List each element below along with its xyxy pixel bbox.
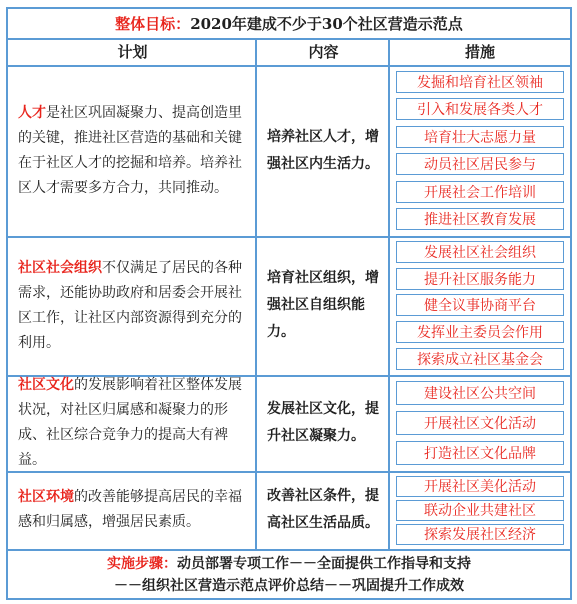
measure-item: 发展社区社会组织 — [396, 241, 564, 263]
plan-cell — [8, 471, 257, 549]
title-label: 整体目标： — [115, 15, 191, 33]
content-text: 改善社区条件，提高社区生活品质。 — [267, 488, 379, 531]
measure-item: 发掘和培育社区领袖 — [396, 71, 564, 93]
measure-item: 推进社区教育发展 — [396, 208, 564, 230]
plan-cell — [8, 236, 257, 375]
plan-cell — [8, 375, 257, 471]
header-plan: 计划 — [117, 43, 148, 61]
measure-item: 开展社区文化活动 — [396, 411, 564, 435]
measure-item: 建设社区公共空间 — [396, 381, 564, 405]
plan-text: 的发展影响着社区整体发展状况，对社区归属感和凝聚力的形成、社区综合竞争力的提高大有裨益。 — [18, 377, 242, 468]
content-text: 发展社区文化，提升社区凝聚力。 — [267, 401, 379, 444]
content-text: 培育社区组织，增强社区自组织能力。 — [267, 270, 379, 340]
plan-text: 不仅满足了居民的各种需求，还能协助政府和居委会开展社区工作，让社区内部资源得到充分的利用。 — [18, 259, 242, 351]
plan-text: 是社区巩固凝聚力、提高创造里的关键，推进社区营造的基础和关键在于社区人才的挖掘和培养。培养社区人才需要多方合力，共同推动。 — [18, 104, 242, 196]
measures-cell — [390, 375, 570, 471]
measure-item: 发挥业主委员会作用 — [396, 321, 564, 343]
measure-item: 开展社区美化活动 — [396, 476, 564, 497]
measure-item: 提升社区服务能力 — [396, 268, 564, 290]
plan-table — [6, 7, 572, 600]
content-cell — [257, 236, 390, 375]
measure-item: 探索发展社区经济 — [396, 524, 564, 545]
content-text: 培养社区人才，增强社区内生活力。 — [267, 128, 379, 172]
measures-cell — [390, 65, 570, 236]
plan-keyword: 社区环境 — [18, 489, 74, 505]
footer-label: 实施步骤： — [107, 555, 177, 572]
title-text: 2020年建成不少于30个社区营造示范点 — [190, 15, 463, 33]
measure-item: 联动企业共建社区 — [396, 500, 564, 521]
section-social-org — [8, 236, 570, 377]
plan-keyword: 社区文化 — [18, 377, 74, 393]
footer-line-1: 动员部署专项工作－－全面提供工作指导和支持 — [177, 555, 471, 572]
header-measures: 措施 — [464, 43, 495, 61]
measure-item: 培育壮大志愿力量 — [396, 126, 564, 148]
measure-item: 打造社区文化品牌 — [396, 441, 564, 465]
plan-text: 的改善能够提高居民的幸福感和归属感，增强居民素质。 — [18, 489, 242, 530]
footer-line-2: －－组织社区营造示范点评价总结－－巩固提升工作成效 — [114, 577, 464, 594]
content-cell — [257, 471, 390, 549]
header-row — [8, 38, 570, 67]
measures-cell — [390, 471, 570, 549]
measures-cell — [390, 236, 570, 375]
measure-item: 引入和发展各类人才 — [396, 98, 564, 120]
plan-cell — [8, 65, 257, 236]
section-environment — [8, 471, 570, 551]
table-title — [8, 9, 570, 40]
measure-item: 探索成立社区基金会 — [396, 348, 564, 370]
section-culture — [8, 375, 570, 473]
implementation-steps — [8, 549, 570, 600]
measure-item: 开展社会工作培训 — [396, 181, 564, 203]
measure-item: 健全议事协商平台 — [396, 294, 564, 316]
plan-keyword: 社区社会组织 — [18, 259, 102, 276]
section-talent — [8, 65, 570, 238]
measure-item: 动员社区居民参与 — [396, 153, 564, 175]
content-cell — [257, 375, 390, 471]
content-cell — [257, 65, 390, 236]
header-content: 内容 — [308, 43, 339, 61]
plan-keyword: 人才 — [18, 104, 46, 121]
